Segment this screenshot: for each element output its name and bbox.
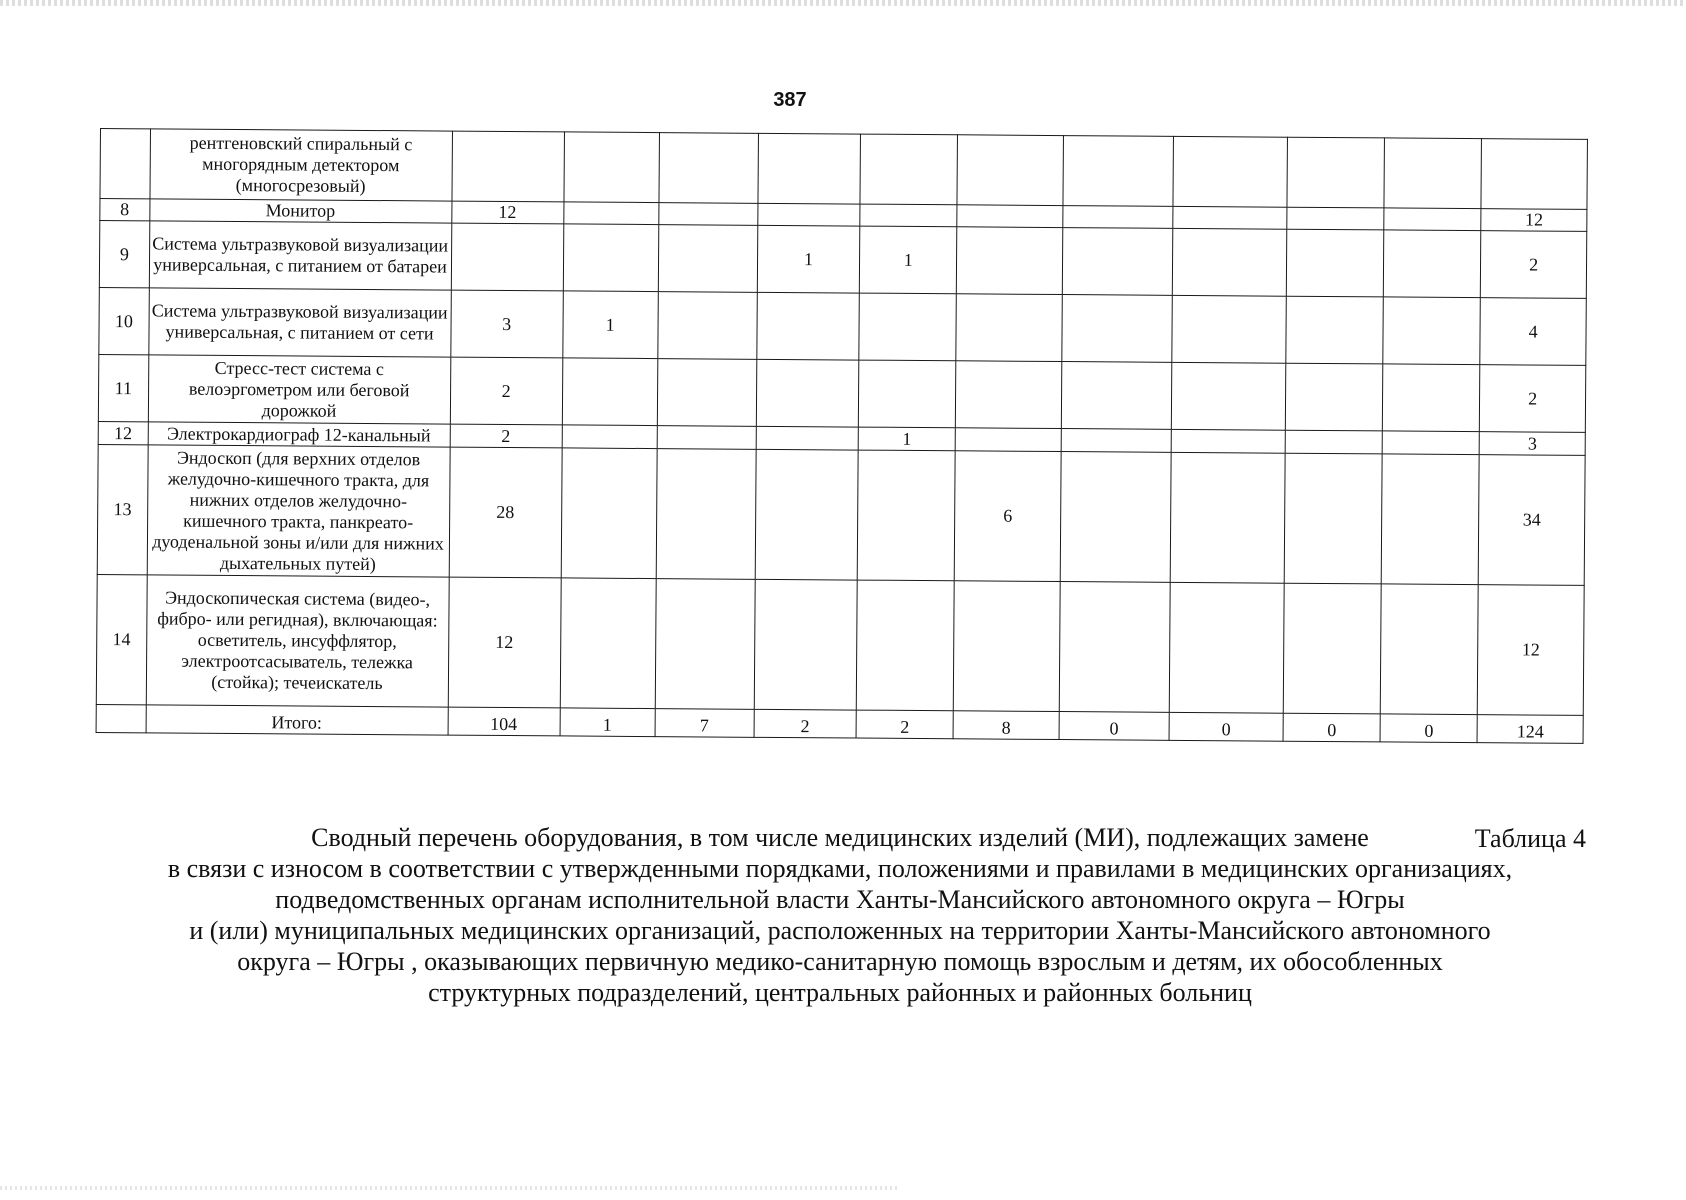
- table-cell: [758, 203, 861, 226]
- table-cell: [451, 131, 564, 202]
- caption-line: Сводный перечень оборудования, в том числе медицинских изделий (МИ), подлежащих замене: [311, 823, 1369, 852]
- caption-line: в связи с износом в соответствии с утвержденными порядками, положениями и правилами в медицинских организациях,: [167, 854, 1513, 883]
- table-cell: [1061, 429, 1171, 453]
- table-cell: [657, 292, 757, 360]
- table-row: [97, 444, 1585, 585]
- table-cell: [1062, 228, 1172, 296]
- total-cell: 7: [655, 709, 754, 738]
- table-cell: 2: [450, 424, 562, 448]
- total-cell: 1: [560, 708, 655, 737]
- table-cell: [1170, 452, 1285, 583]
- table-cell: [856, 580, 954, 711]
- table-cell-total: 12: [1481, 209, 1587, 232]
- table-cell: [1171, 429, 1285, 453]
- equipment-name: Монитор: [149, 199, 451, 223]
- table-number-label: Таблица 4: [1474, 824, 1586, 853]
- table-cell: [1382, 431, 1479, 455]
- total-label: Итого:: [146, 705, 448, 735]
- table-cell: [859, 293, 957, 361]
- table-cell: [1286, 363, 1384, 431]
- table-cell: [562, 425, 657, 449]
- table-cell: [657, 426, 756, 450]
- table-cell: 1: [562, 291, 657, 359]
- caption-line: подведомственных органам исполнительной власти Ханты-Мансийского автономного округа – Югры: [275, 885, 1405, 914]
- table-cell: [655, 579, 755, 710]
- equipment-name: Стресс-тест система с велоэргометром или беговой дорожкой: [148, 355, 450, 424]
- table-cell: [956, 361, 1062, 429]
- table-cell: [1383, 297, 1481, 365]
- table-cell: 12: [448, 577, 561, 708]
- table-cell: [562, 358, 657, 426]
- equipment-table-wrap: [96, 128, 1588, 744]
- row-number: 10: [99, 287, 149, 354]
- total-cell: 2: [856, 710, 953, 739]
- equipment-name: Эндоскоп (для верхних отделов желудочно-кишечного тракта, для нижних отделов желудочно-кишечного тракта, панкреато-дуоденальной зоны и/или для нижних дыхательных путей): [147, 445, 450, 577]
- table-cell: [857, 450, 955, 581]
- table-cell: [1286, 229, 1384, 297]
- table-row: [99, 221, 1586, 299]
- total-cell: 0: [1059, 712, 1169, 741]
- table-cell: [755, 449, 858, 580]
- total-cell: 8: [953, 711, 1059, 740]
- table-cell: 1: [757, 225, 860, 293]
- table-cell: [1380, 584, 1478, 715]
- total-cell: 0: [1283, 713, 1380, 742]
- table-cell: [658, 225, 758, 293]
- table-cell: 3: [450, 290, 563, 358]
- table-cell: 6: [954, 451, 1061, 582]
- table-cell: [1173, 206, 1287, 229]
- table-cell: [1060, 452, 1171, 583]
- table-cell: [563, 202, 658, 225]
- table-cell: [1284, 453, 1382, 584]
- row-number: 8: [100, 199, 150, 221]
- row-number: 12: [98, 421, 148, 444]
- table-cell: [1383, 364, 1481, 432]
- caption-line: структурных подразделений, центральных районных и районных больниц: [428, 978, 1252, 1007]
- row-number: 14: [96, 574, 147, 704]
- table-cell: [1384, 208, 1481, 231]
- equipment-table: [96, 128, 1588, 744]
- row-number: 13: [97, 444, 148, 574]
- table-row: [100, 129, 1587, 210]
- table-cell-total: 2: [1481, 231, 1587, 299]
- row-number: [100, 129, 150, 199]
- table-cell: [656, 449, 756, 580]
- table-cell-total: 12: [1478, 585, 1585, 716]
- table-cell: [1384, 138, 1482, 209]
- equipment-name: Система ультразвуковой визуализации универсальная, с питанием от батареи: [149, 221, 451, 290]
- table-cell: [657, 359, 757, 427]
- table-cell: [754, 579, 857, 710]
- table-cell-total: 3: [1479, 432, 1585, 456]
- table-cell: [1384, 230, 1482, 298]
- table-cell: 1: [859, 226, 957, 294]
- table-cell: [757, 292, 860, 360]
- caption-line: округа – Югры , оказывающих первичную медико-санитарную помощь взрослым и детям, их обособленных: [237, 947, 1443, 976]
- table-cell: [1287, 137, 1385, 208]
- table-cell: 12: [451, 201, 563, 224]
- caption-line: и (или) муниципальных медицинских организаций, расположенных на территории Ханты-Мансийского автономного: [189, 916, 1491, 945]
- table-cell: [955, 428, 1061, 452]
- table-cell: [1173, 136, 1288, 207]
- table-row: [96, 574, 1584, 715]
- table-cell: [756, 359, 859, 427]
- table-cell: [658, 203, 757, 226]
- table-cell: [1287, 207, 1384, 230]
- table-cell: [1381, 454, 1479, 585]
- table-cell: [756, 426, 859, 450]
- page-number: 387: [773, 89, 807, 111]
- table-cell-total: 2: [1480, 365, 1586, 433]
- table-cell: 2: [450, 357, 563, 425]
- table-cell: [1172, 295, 1287, 363]
- table-cell: [560, 578, 656, 709]
- table-cell: [1171, 362, 1286, 430]
- table-cell: [1286, 296, 1384, 364]
- table-cell: [564, 132, 659, 203]
- table-cell: [1059, 582, 1170, 713]
- total-cell: 104: [448, 707, 560, 736]
- table-cell: [1063, 136, 1173, 207]
- table-cell-total: 4: [1480, 298, 1586, 366]
- table-cell: [1169, 582, 1284, 713]
- table-cell: [860, 204, 957, 227]
- table-cell: [451, 223, 564, 291]
- table-cell: [1063, 206, 1173, 229]
- table-cell: [957, 205, 1063, 228]
- total-cell: 2: [754, 709, 857, 738]
- table-cell: [1172, 228, 1287, 296]
- table-cell-total: [1481, 139, 1587, 210]
- table-cell: [956, 294, 1062, 362]
- equipment-name: Система ультразвуковой визуализации универсальная, с питанием от сети: [148, 288, 450, 357]
- row-number: 11: [98, 354, 148, 421]
- table-caption: [90, 822, 1590, 1008]
- table-cell: [561, 448, 657, 579]
- equipment-name: Эндоскопическая система (видео-, фибро- или регидная), включающая: осветитель, инсуффлятор, электроотсасыватель, тележка (стойка); течеискатель: [146, 575, 449, 707]
- table-cell-total: 34: [1478, 455, 1585, 586]
- table-cell: 1: [858, 427, 955, 451]
- scan-edge-bottom: [0, 1186, 900, 1190]
- scan-edge-top: [0, 0, 1686, 6]
- equipment-name: Электрокардиограф 12-канальный: [148, 422, 450, 447]
- table-cell: [1061, 362, 1171, 430]
- row-number: 9: [99, 221, 149, 288]
- table-cell: [1283, 583, 1381, 714]
- equipment-name: рентгеновский спиральный с многорядным детектором (многосрезовый): [150, 129, 452, 201]
- table-cell: [563, 224, 658, 292]
- table-cell: [659, 133, 759, 204]
- table-cell: [1062, 295, 1172, 363]
- table-cell: [1285, 430, 1382, 454]
- table-row: [99, 287, 1586, 365]
- row-number-empty: [96, 704, 146, 732]
- total-cell: 0: [1380, 714, 1477, 743]
- total-cell: 0: [1169, 712, 1283, 741]
- table-cell: [758, 133, 861, 204]
- grand-total-cell: 124: [1477, 715, 1583, 744]
- table-cell: [860, 134, 958, 205]
- table-cell: [957, 135, 1063, 206]
- table-cell: 28: [449, 447, 562, 578]
- table-cell: [953, 581, 1060, 712]
- table-cell: [859, 360, 957, 428]
- table-row: [98, 354, 1585, 432]
- table-cell: [957, 227, 1063, 295]
